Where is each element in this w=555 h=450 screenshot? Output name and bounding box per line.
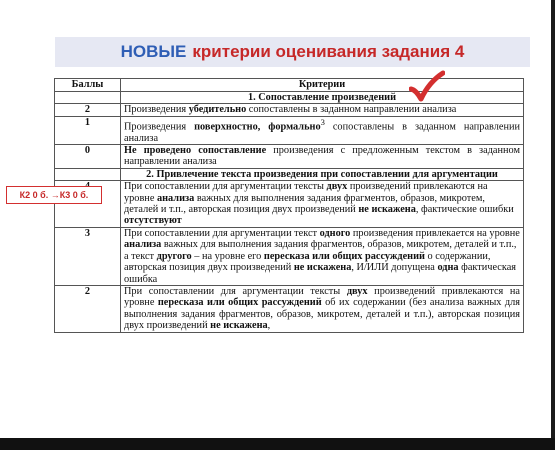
bold-text: двух xyxy=(346,285,368,297)
criteria-cell xyxy=(121,227,524,285)
empty-cell xyxy=(55,168,121,180)
score-cell: 0 xyxy=(55,145,121,169)
text: Произведения xyxy=(124,104,189,116)
text: произведения привлекается на уровне xyxy=(350,227,520,239)
criteria-cell xyxy=(121,116,524,144)
text: о содержании, авторская позиция двух произведений xyxy=(124,250,491,274)
section-row xyxy=(55,168,524,180)
score-transfer-badge: К2 0 б. →К3 0 б. xyxy=(6,186,102,204)
bold-text: поверхностно, формально xyxy=(194,121,321,133)
text: , фактические ошибки xyxy=(415,204,514,216)
empty-cell xyxy=(55,92,121,104)
title-rest: критерии оценивания задания 4 xyxy=(192,42,465,61)
table-row xyxy=(55,145,524,169)
criteria-cell xyxy=(121,181,524,228)
table-row xyxy=(55,116,524,144)
text: сопоставлены в заданном направлении анализа xyxy=(124,121,520,144)
bold-text: пересказа или общих рассуждений xyxy=(263,250,425,262)
red-checkmark-icon xyxy=(409,70,445,104)
text: При сопоставлении для аргументации тексты xyxy=(124,181,327,193)
table-row xyxy=(55,104,524,116)
bold-text: Не проведено сопоставление xyxy=(124,145,267,157)
text: – на уровне его xyxy=(191,250,264,262)
bold-text: другого xyxy=(156,250,192,262)
criteria-cell xyxy=(121,285,524,332)
score-cell: 2 xyxy=(55,104,121,116)
text: важных для выполнения задания фрагментов, образов, микротем, деталей и т.п., а текст xyxy=(124,239,517,262)
table-row xyxy=(55,285,524,332)
section-row xyxy=(55,92,524,104)
text: произведений привлекаются на уровне xyxy=(124,181,488,204)
table-row xyxy=(55,227,524,285)
header-score: Баллы xyxy=(55,79,121,92)
score-cell: 3 xyxy=(55,227,121,285)
text: сопоставлены в заданном направлении анализа xyxy=(246,104,457,116)
bold-text: не искажена xyxy=(358,204,416,216)
bold-text: двух xyxy=(326,181,348,193)
section-1-title: 1. Сопоставление произведений xyxy=(121,92,524,104)
bold-text: анализа xyxy=(124,239,162,251)
title-new: НОВЫЕ xyxy=(120,42,187,61)
bold-text: одна xyxy=(437,262,459,274)
text: Произведения xyxy=(124,121,195,133)
slide-title xyxy=(55,37,530,67)
text: произведений привлекаются на уровне xyxy=(124,285,520,309)
bold-text: отсутствуют xyxy=(124,215,182,227)
bold-text: анализа xyxy=(156,192,195,204)
bold-text: одного xyxy=(319,227,351,239)
bold-text: пересказа или общих рассуждений xyxy=(157,297,322,309)
right-edge xyxy=(551,0,555,450)
bottom-bar xyxy=(0,438,555,450)
table-row xyxy=(55,181,524,228)
header-criteria: Критерии xyxy=(121,79,524,92)
table-header-row xyxy=(55,79,524,92)
criteria-table xyxy=(54,78,524,333)
text: фактическая ошибка xyxy=(124,262,517,285)
text: , xyxy=(267,320,271,332)
bold-text: не искажена xyxy=(293,262,352,274)
text: При сопоставлении для аргументации тексты xyxy=(124,285,347,297)
text: произведения с предложенным текстом в заданном направлении анализа xyxy=(124,145,520,168)
text: об их содержании (без анализа важных для выполнения задания фрагментов, образов, микротем, деталей и т.п.), авторская позиция двух произведений xyxy=(124,297,520,332)
bold-text: не искажена xyxy=(210,320,268,332)
text: , И/ИЛИ допущена xyxy=(351,262,438,274)
score-cell: 2 xyxy=(55,285,121,332)
bold-text: убедительно xyxy=(188,104,247,116)
criteria-cell xyxy=(121,145,524,169)
criteria-cell xyxy=(121,104,524,116)
footnote-mark: 3 xyxy=(320,116,325,127)
score-cell: 1 xyxy=(55,116,121,144)
text: При сопоставлении для аргументации текст xyxy=(124,227,320,239)
section-2-title: 2. Привлечение текста произведения при сопоставлении для аргументации xyxy=(121,168,524,180)
text: важных для выполнения задания фрагментов, образов, микротем, деталей и т.п., авторская позиция двух произведений xyxy=(124,192,485,216)
